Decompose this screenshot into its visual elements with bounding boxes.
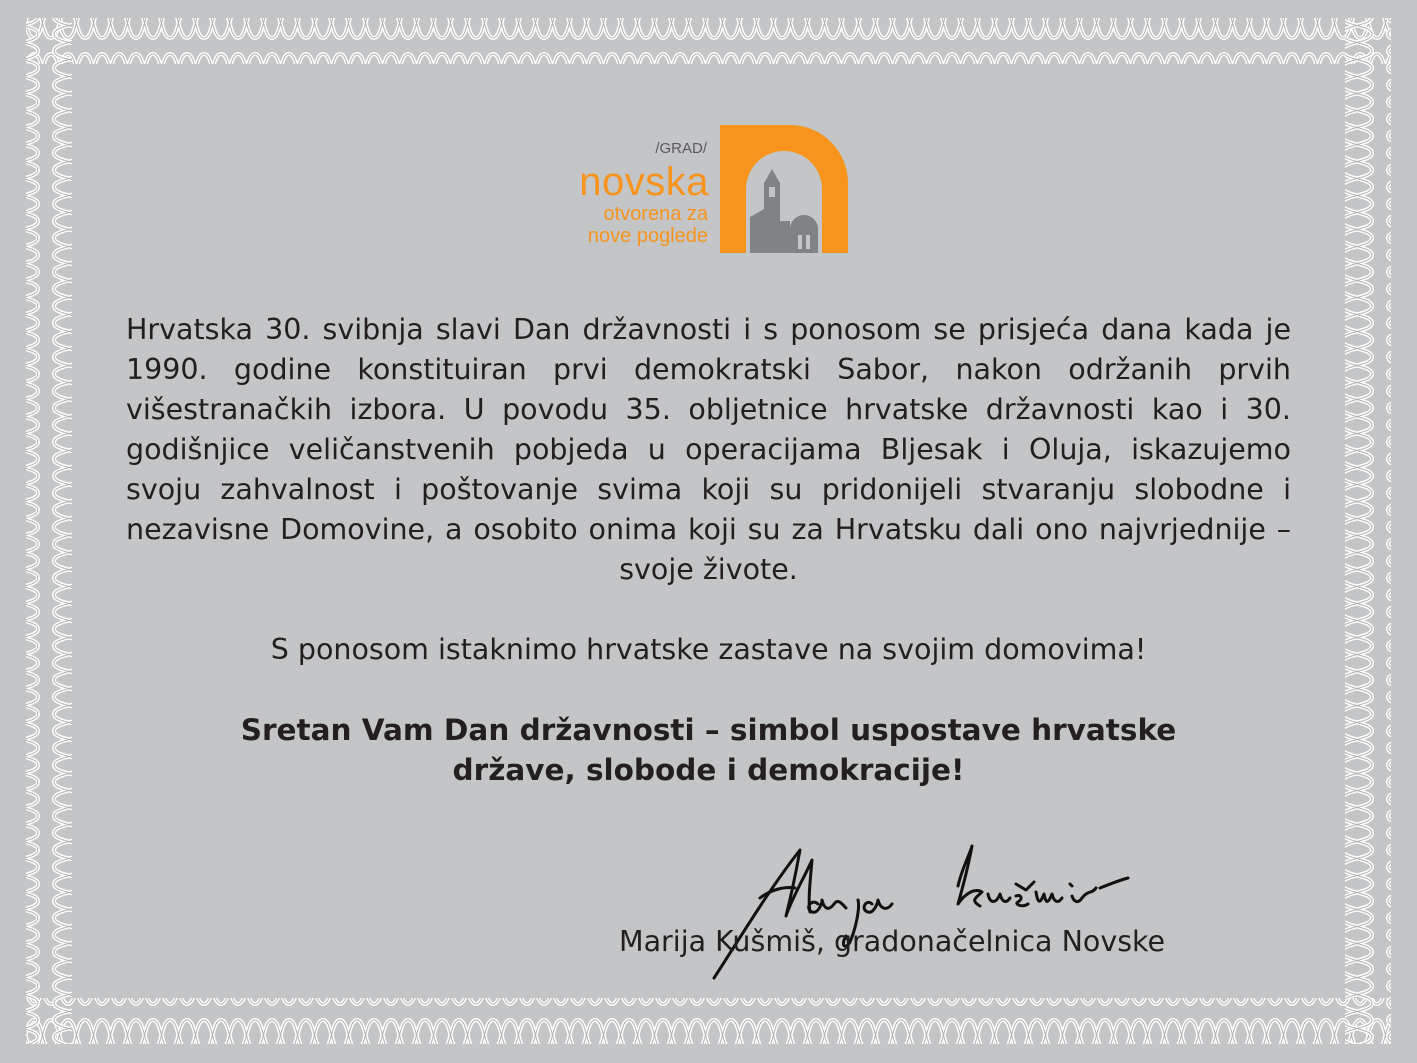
logo-grad-text: /GRAD/ xyxy=(655,140,707,157)
logo-name: novska xyxy=(579,160,709,204)
closing-wish-line-2: države, slobode i demokracije! xyxy=(452,753,965,787)
flag-appeal-line: S ponosom istaknimo hrvatske zastave na svojim domovima! xyxy=(270,633,1147,666)
signer-name-title: Marija Kušmiš, gradonačelnica Novske xyxy=(619,925,1166,958)
logo-tagline-line-1: otvorena za xyxy=(603,203,708,225)
closing-wish-line-1: Sretan Vam Dan državnosti – simbol uspostave hrvatske xyxy=(240,713,1177,747)
closing-wish xyxy=(126,710,1291,790)
novska-logo xyxy=(548,122,853,256)
greeting-body-paragraph: Hrvatska 30. svibnja slavi Dan državnosti i s ponosom se prisjeća dana kada je 1990. godine konstituiran prvi demokratski Sabor, nakon održanih prvih višestranačkih izbora. U povodu 35. obljetnice hrvatske državnosti kao i 30. godišnjice veličanstvenih pobjeda u operacijama Bljesak i Oluja, iskazujemo svoju zahvalnost i poštovanje svima koji su pridonijeli stvaranju slobodne i nezavisne Domovine, a osobito onima koji su za Hrvatsku dali ono najvrjednije – svoje živote. xyxy=(126,313,1291,586)
logo-tagline xyxy=(588,203,708,247)
logo-tagline-line-2: nove poglede xyxy=(587,225,708,247)
church-arch-icon xyxy=(720,125,848,253)
handwritten-signature xyxy=(700,838,1140,988)
